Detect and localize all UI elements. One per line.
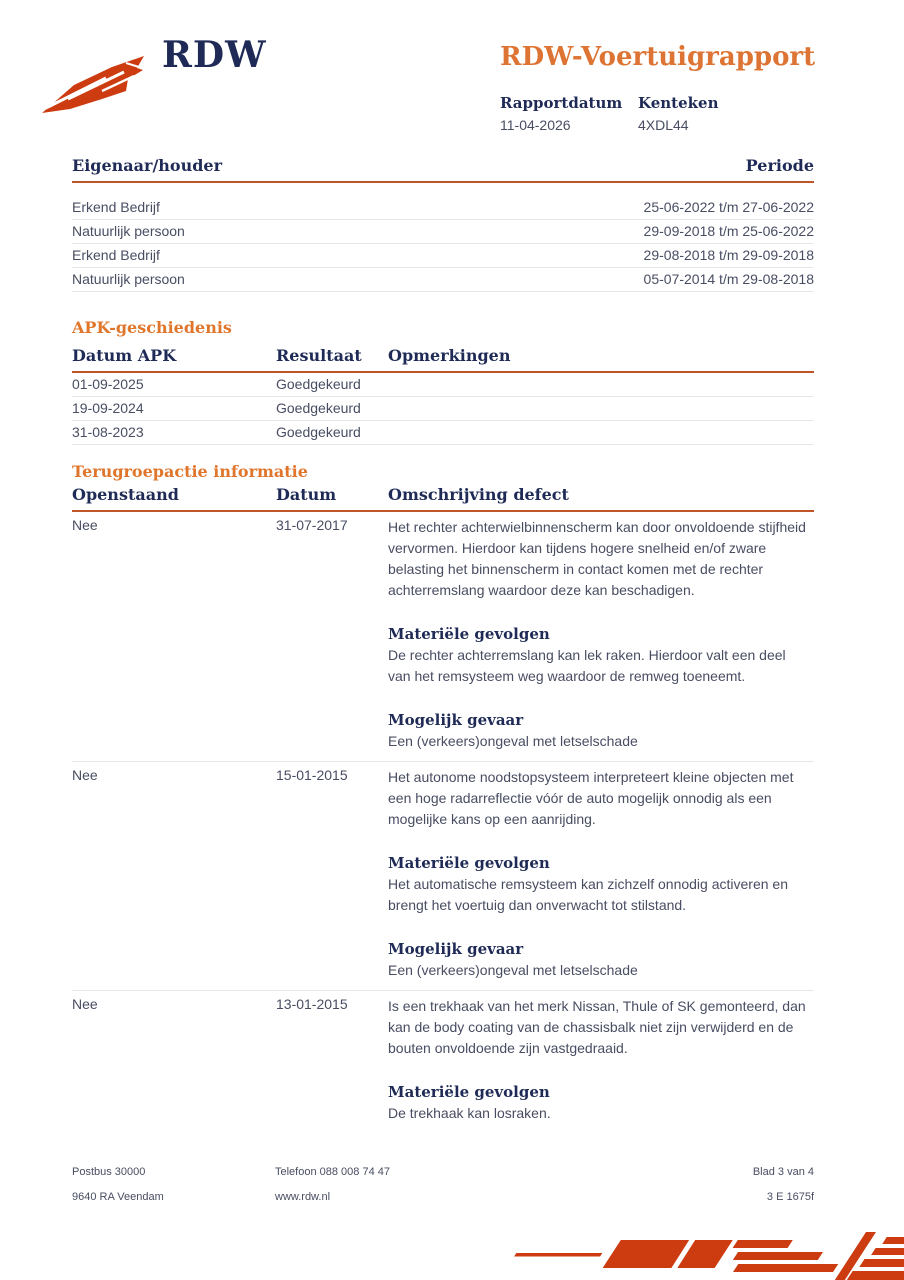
license-plate-label: Kenteken [638,94,719,112]
apk-remarks-column-header: Opmerkingen [388,346,511,365]
report-meta [500,94,860,133]
owner-type: Erkend Bedrijf [72,247,160,263]
apk-date: 31-08-2023 [72,424,144,440]
owner-period: 29-09-2018 t/m 25-06-2022 [643,223,814,239]
table-row [72,397,814,421]
owner-type: Natuurlijk persoon [72,223,185,239]
material-consequences-text: De trekhaak kan losraken. [388,1105,551,1121]
table-row [72,244,814,268]
possible-danger-text: Een (verkeers)ongeval met letselschade [388,733,638,749]
apk-date-column-header: Datum APK [72,346,177,365]
footer-postbus: Postbus 30000 [72,1166,146,1178]
apk-history-section [72,318,814,445]
recall-defect-description [388,996,814,1124]
table-row [72,220,814,244]
footer-row [72,1166,814,1178]
table-row [72,762,814,991]
apk-result-column-header: Resultaat [276,346,362,365]
recall-open-value: Nee [72,517,98,533]
report-header [500,42,860,133]
defect-text: Het autonome noodstopsysteem interpreteert kleine objecten met een hoge radarreflectie vóór de auto mogelijk onnodig als een mogelijke kans op een aanrijding. [388,769,794,827]
table-row [72,421,814,445]
apk-result: Goedgekeurd [276,424,361,440]
material-consequences-label: Materiële gevolgen [388,1083,550,1101]
owner-period: 29-08-2018 t/m 29-09-2018 [643,247,814,263]
apk-result: Goedgekeurd [276,400,361,416]
apk-section-title: APK-geschiedenis [72,318,232,337]
apk-remarks [388,400,814,416]
apk-table-header [72,337,814,373]
owner-period: 25-06-2022 t/m 27-06-2022 [643,199,814,215]
recall-defect-description [388,517,814,752]
recall-date-value: 31-07-2017 [276,517,348,533]
recall-defect-description [388,767,814,981]
table-row [72,512,814,762]
owner-section-header [72,156,814,183]
apk-remarks [388,424,814,440]
owner-section [72,156,814,292]
recall-open-value: Nee [72,996,98,1012]
possible-danger-text: Een (verkeers)ongeval met letselschade [388,962,638,978]
recall-date-column-header: Datum [276,485,337,504]
footer-website-link[interactable]: www.rdw.nl [275,1191,331,1203]
material-consequences-label: Materiële gevolgen [388,625,550,643]
material-consequences-text: Het automatische remsysteem kan zichzelf onnodig activeren en brengt het voertuig dan onverwacht tot stilstand. [388,876,788,913]
rdw-feather-icon [40,48,150,120]
rdw-speed-motif-graphic [510,1232,904,1280]
recall-date-value: 13-01-2015 [276,996,348,1012]
license-plate-block [638,94,776,133]
table-row [72,268,814,292]
recall-table-header [72,481,814,512]
possible-danger-label: Mogelijk gevaar [388,711,524,729]
recall-open-value: Nee [72,767,98,783]
footer-city: 9640 RA Veendam [72,1191,164,1203]
recall-defect-column-header: Omschrijving defect [388,485,569,504]
report-date-value: 11-04-2026 [500,117,571,133]
table-row [72,373,814,397]
footer-row [72,1191,814,1203]
recall-open-column-header: Openstaand [72,485,179,504]
rdw-logo-text: RDW [162,34,267,76]
owner-table [72,196,814,292]
page-footer [72,1166,814,1216]
defect-text: Is een trekhaak van het merk Nissan, Thule of SK gemonteerd, dan kan de body coating van de chassisbalk niet zijn verwijderd en de bouten onvoldoende zijn vastgedraaid. [388,998,806,1056]
material-consequences-label: Materiële gevolgen [388,854,550,872]
owner-period: 05-07-2014 t/m 29-08-2018 [643,271,814,287]
owner-section-title: Eigenaar/houder [72,156,223,175]
license-plate-value: 4XDL44 [638,117,689,133]
apk-date: 01-09-2025 [72,376,144,392]
report-date-label: Rapportdatum [500,94,623,112]
footer-phone: Telefoon 088 008 74 47 [275,1166,390,1178]
footer-doc-code: 3 E 1675f [766,1191,814,1203]
material-consequences-text: De rechter achterremslang kan lek raken. Hierdoor valt een deel van het remsysteem weg waardoor de remweg toeneemt. [388,647,786,684]
rdw-logo [40,34,267,120]
defect-text: Het rechter achterwielbinnenscherm kan door onvoldoende stijfheid vervormen. Hierdoor kan tijdens hogere snelheid en/of zware belasting het binnenscherm in contact komen met de rechter achterremslang waardoor deze kan beschadigen. [388,519,806,598]
apk-remarks [388,376,814,392]
footer-page-indicator: Blad 3 van 4 [752,1166,814,1178]
owner-type: Natuurlijk persoon [72,271,185,287]
apk-result: Goedgekeurd [276,376,361,392]
possible-danger-label: Mogelijk gevaar [388,940,524,958]
owner-type: Erkend Bedrijf [72,199,160,215]
period-column-header: Periode [745,156,814,175]
recall-section-title: Terugroepactie informatie [72,462,308,481]
recall-date-value: 15-01-2015 [276,767,348,783]
table-row [72,196,814,220]
report-date-block [500,94,638,133]
apk-date: 19-09-2024 [72,400,144,416]
page-title: RDW-Voertuigrapport [500,42,816,72]
table-row [72,991,814,1133]
recall-section [72,462,814,1133]
